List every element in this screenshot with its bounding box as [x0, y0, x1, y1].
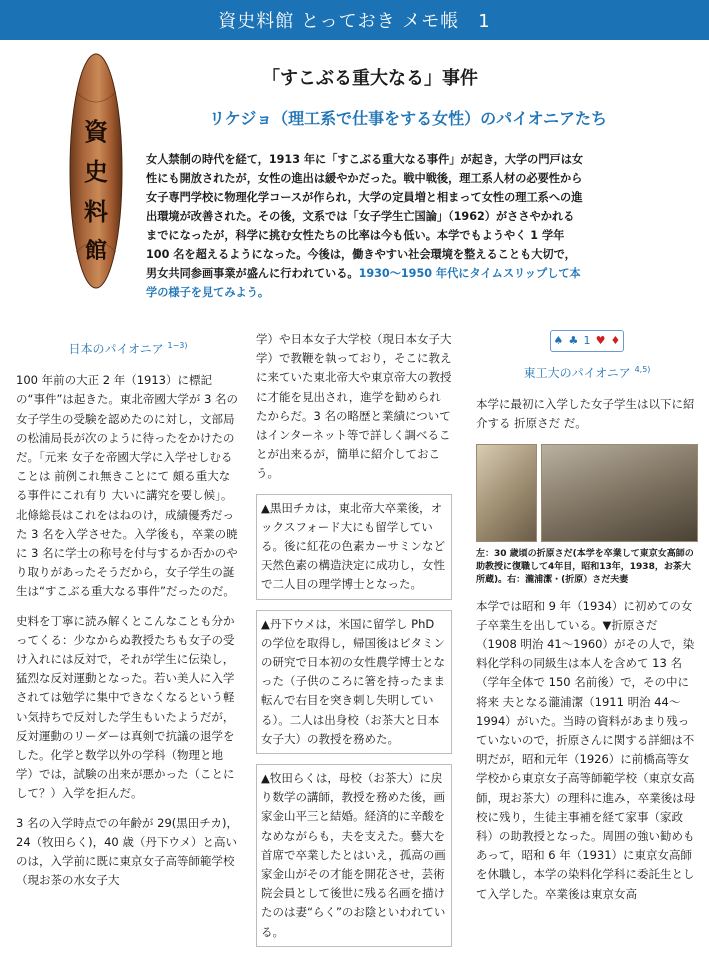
page-header	[0, 0, 709, 40]
column-right	[476, 330, 698, 914]
body-paragraph: 100 年前の大正 2 年（1913）に標記の“事件”は起きた。東北帝國大学が 3 名の女子学生の受験を認めたのに対し，文部局の松浦局長が次のように待ったをかけたのだ。「元来 女子を帝國大学に入学せしむることは 前例これ無きことにて 頗る重大なる事件にこれ有り 大いに講究を要し候」。北條総長はこれをはねのけ，成績優秀だった 3 名を入学させた。入学後も，卒業の暁に 3 名に学士の称号を付与するか否かのやり取りがあったそうだから，女子学生の誕生は“すこぶる重大なる事件”だったのだ。	[16, 373, 239, 599]
reference-note: 4,5)	[634, 365, 651, 374]
club-icon: ♣	[568, 334, 579, 348]
reference-note: 1−3)	[167, 341, 188, 350]
spade-icon: ♠	[553, 334, 564, 348]
intro-text: 女人禁制の時代を経て，1913 年に「すこぶる重大なる事件」が起き，大学の門戸は女性にも開放されたが，女性の進出は緩やかだった。戦中戦後，理工系人材の必要性から女子専門学校に物理化学コースが作られ，大学の定員増と相まって女性の理工系への進出環境が改善された。その後，文系では「女子学生亡国論」（1962）がささやかれるまでになったが，科学に挑む女性たちの比率は今も低い。本学でもようやく 1 学年100 名を超えるようになった。今後は，働きやすい社会環境を整えることも大切で，男女共同参画事業が盛んに行われている。	[146, 153, 584, 280]
svg-text:館: 館	[84, 238, 108, 264]
portrait-photo	[476, 444, 537, 542]
body-paragraph: 学）や日本女子大学校（現日本女子大学）で教鞭を執っており，そこに教え に来ていた東北帝大や東京帝大の教授に才能を見出され，進学を勧められたからだ。3 名の略歴と業績についてはインターネット等で詳しく調べることが出来るが，簡単に紹介しておこう。	[256, 332, 452, 481]
article-subtitle: リケジョ（理工系で仕事をする女性）のパイオニアたち	[209, 109, 607, 128]
card-suits-badge	[550, 330, 624, 352]
section-heading-japan: 日本のパイオニア $^{1-3)}$	[68, 341, 188, 356]
body-paragraph: 史料を丁寧に読み解くとこんなことも分かってくる：少なからぬ教授たちも女子の受け入れには反対で，それが学生に伝染し，猛烈な反対運動となった。若い美人に入学されては勉学に集中できなくなるという軽い気持ちで反対した学生もいたようだが，反対運動のリーダーは真剣で抗議の退学をした。化学と数学以外の学科（物理と地学）では，試験の出来が悪かった（ことにして？）入学を拒んだ。	[16, 613, 235, 801]
photo-caption: 左：30 歳頃の折原さだ(本学を卒業して東京女高師の助教授に復職して4年目，昭和13年，1938，お茶大所蔵)。右：瀧浦潔・(折原）さだ夫妻	[476, 548, 694, 585]
header-title: 資史料館 とっておき メモ帳 1	[218, 11, 491, 32]
body-paragraph: 本学に最初に入学した女子学生は以下に紹介する 折原さだ だ。	[476, 397, 695, 431]
column-left	[16, 336, 240, 900]
profile-box-makita: ▲牧田らくは，母校（お茶大）に戻り数学の講師，教授を務めた後，画家金山平三と結婚。経済的に辛酸をなめながらも，夫を支えた。藝大を首席で卒業したとはいえ，孤高の画家金山がその才能を開花させ，芸術院会員として後世に残る名画を描けたのは妻“らく”のお陰といわれている。	[256, 764, 452, 947]
intro-highlight: 1930〜1950 年代にタイムスリップして本学の様子を見てみよう。	[146, 267, 581, 299]
svg-text:資: 資	[84, 117, 108, 146]
body-paragraph: 3 名の入学時点での年齢が 29(黒田チカ)，24（牧田らく)，40 歳（丹下ウメ）と高いのは，入学前に既に東京女子高等師範学校（現お茶の水女子大	[16, 815, 239, 888]
body-paragraph: 本学では昭和 9 年（1934）に初めての女子卒業生を出している。▼折原さだ（1908 明治 41〜1960）がその人で，染料化学科の同級生は本人を含めて 13 名（学年全体で 150 名前後）で，その中に 将来 夫となる瀧浦潔（1911 明治 44〜1994）がいた。当時の資料があまり残っていないので，折原さんに関する詳細は不明だが，昭和元年（1926）に前橋高等女学校から東京女子高等師範学校（東京女高師，現お茶大）の理科に進み，卒業後は母校に残り，生徒主事補を経て家事（家政科）の助教授となった。周囲の強い勧めもあって，昭和 6 年（1931）に東京女高師を休職し，本学の染料化学科に委託生として入学した。卒業後は東京女高	[476, 598, 696, 901]
profile-box-tange: ▲丹下ウメは，米国に留学し PhD の学位を取得し，帰国後はビタミンの研究で日本初の女性農学博士となった（子供のころに箸を持ったまま転んで右目を突き刺し失明している）。二人は出身校（お茶大と日本女子大）の教授を務めた。	[256, 610, 452, 754]
svg-text:史: 史	[84, 157, 108, 186]
column-middle	[256, 330, 452, 957]
section-heading-tokodai: 東工大のパイオニア $^{4,5)}$	[523, 365, 651, 380]
article-title: 「すこぶる重大なる」事件	[262, 68, 478, 89]
svg-text:料: 料	[84, 197, 108, 226]
heart-icon: ♥	[595, 334, 606, 348]
page-number: 1	[583, 334, 591, 348]
photo-group	[476, 444, 698, 542]
profile-box-kuroda: ▲黒田チカは，東北帝大卒業後，オックスフォード大にも留学している。後に紅花の色素カーサミンなど天然色素の構造決定に成功し，女性で二人目の理学博士となった。	[256, 494, 452, 600]
intro-paragraph	[146, 150, 584, 302]
shiryokan-logo	[68, 52, 124, 290]
couple-photo	[541, 444, 698, 542]
diamond-icon: ♦	[610, 334, 621, 348]
